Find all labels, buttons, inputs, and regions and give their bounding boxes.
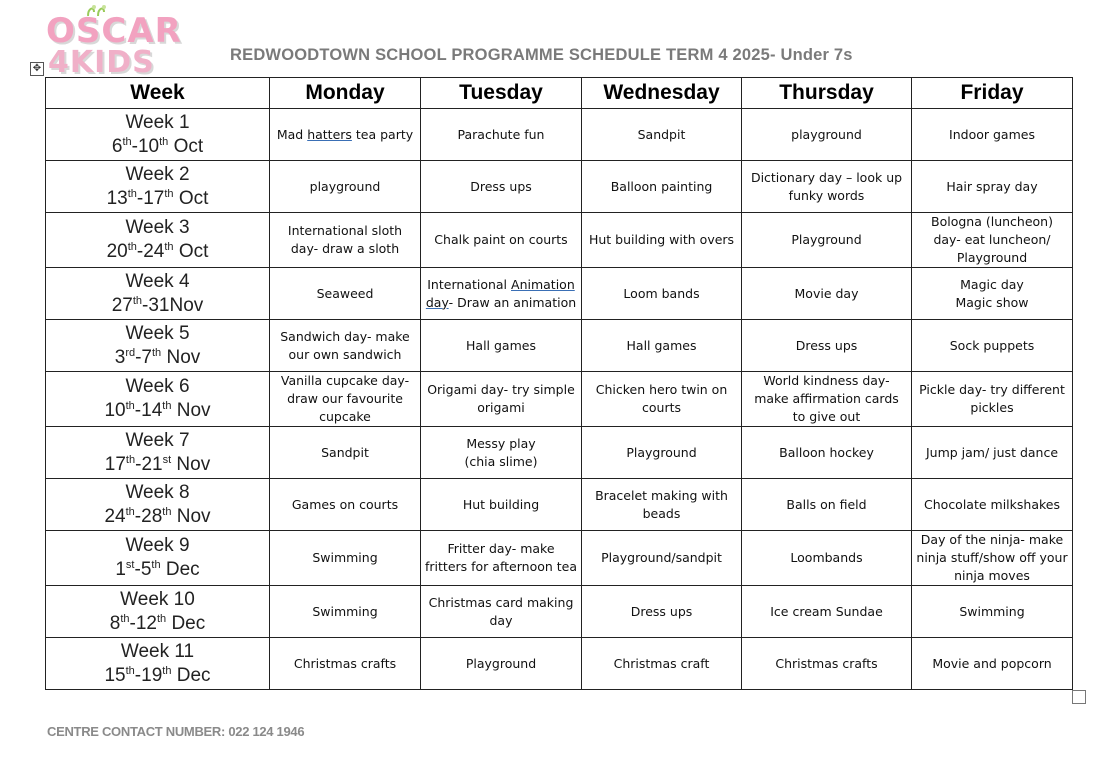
activity-cell-wednesday: Chicken hero twin on courts [582, 372, 742, 427]
table-header-row [46, 78, 1073, 109]
activity-cell-monday: Games on courts [270, 479, 421, 531]
date-to-suffix: th [151, 559, 161, 571]
logo-line-1: OSCAR [46, 11, 182, 51]
activity-cell-thursday: Loombands [742, 531, 912, 586]
date-to-suffix: th [156, 612, 167, 625]
activity-cell-thursday: World kindness day- make affirmation cards to give out [742, 372, 912, 427]
date-to-day: 31 [148, 294, 170, 316]
date-from-suffix: rd [125, 346, 136, 359]
activity-cell-friday: Movie and popcorn [912, 638, 1073, 690]
week-label: Week 10 [120, 588, 195, 610]
date-to-day: 7 [141, 346, 152, 368]
table-row [46, 479, 1073, 531]
date-to-day: 14 [141, 400, 163, 421]
week-date-range: 27th-31Nov [111, 294, 204, 316]
date-to-suffix: th [162, 400, 172, 412]
activity-cell-friday: Chocolate milkshakes [912, 479, 1073, 531]
week-cell [46, 161, 270, 213]
table-row [46, 320, 1073, 372]
activity-cell-monday: Swimming [270, 586, 421, 638]
header-wednesday: Wednesday [582, 78, 742, 109]
activity-cell-thursday: Balloon hockey [742, 427, 912, 479]
date-from-suffix: th [125, 453, 136, 466]
activity-cell-monday: Christmas crafts [270, 638, 421, 690]
activity-cell-tuesday: Dress ups [421, 161, 582, 213]
week-cell [46, 586, 270, 638]
activity-cell-tuesday: Playground [421, 638, 582, 690]
header-monday: Monday [270, 78, 421, 109]
table-row [46, 372, 1073, 427]
table-row [46, 531, 1073, 586]
activity-cell-tuesday: Hut building [421, 479, 582, 531]
date-month: Nov [169, 294, 204, 316]
table-row [46, 161, 1073, 213]
table-row [46, 586, 1073, 638]
week-date-range: 20th-24th Oct [106, 241, 209, 262]
activity-cell-thursday: Dictionary day – look up funky words [742, 161, 912, 213]
date-from-day: 15 [104, 664, 126, 686]
underlined-phrase: Animation day [425, 276, 575, 310]
activity-cell-monday: Vanilla cupcake day- draw our favourite cupcake [270, 372, 421, 427]
activity-cell-monday: Seaweed [270, 268, 421, 320]
activity-cell-thursday: Christmas crafts [742, 638, 912, 690]
date-month: Oct [178, 241, 209, 262]
activity-cell-thursday: Dress ups [742, 320, 912, 372]
activity-cell-tuesday: Parachute fun [421, 109, 582, 161]
activity-cell-wednesday: Playground/sandpit [582, 531, 742, 586]
date-to-suffix: th [164, 241, 174, 253]
date-to-day: 10 [137, 135, 160, 157]
date-from-suffix: th [120, 612, 130, 625]
logo-line-2: 4KIDS [48, 45, 155, 80]
date-from-suffix: th [125, 664, 135, 677]
date-from-suffix: th [122, 135, 132, 148]
week-label: Week 2 [125, 163, 190, 185]
activity-cell-wednesday: Sandpit [582, 109, 742, 161]
week-cell [46, 427, 270, 479]
date-from-suffix: th [125, 505, 135, 518]
week-date-range: 10th-14th Nov [104, 400, 211, 421]
activity-cell-monday: Mad hatters tea party [270, 109, 421, 161]
table-row [46, 109, 1073, 161]
contact-number: CENTRE CONTACT NUMBER: 022 124 1946 [47, 724, 305, 739]
date-from-day: 24 [104, 505, 126, 527]
page-title: REDWOODTOWN SCHOOL PROGRAMME SCHEDULE TERM 4 2025- Under 7s [230, 46, 853, 64]
week-label: Week 3 [125, 217, 190, 238]
date-to-day: 28 [141, 505, 163, 527]
activity-cell-wednesday: Balloon painting [582, 161, 742, 213]
activity-cell-wednesday: Hut building with overs [582, 213, 742, 268]
week-date-range: 17th-21st Nov [104, 453, 211, 475]
activity-cell-monday: International sloth day- draw a sloth [270, 213, 421, 268]
activity-cell-friday: Jump jam/ just dance [912, 427, 1073, 479]
oscar-4-kids-logo [44, 4, 186, 82]
date-to-suffix: th [162, 505, 172, 518]
week-cell [46, 320, 270, 372]
week-label: Week 11 [120, 640, 195, 662]
date-from-suffix: th [127, 241, 137, 253]
underlined-word: hatters [307, 126, 352, 142]
date-from-suffix: th [125, 400, 135, 412]
activity-cell-friday: Magic day Magic show [912, 268, 1073, 320]
table-resize-icon[interactable] [1072, 690, 1086, 704]
activity-cell-tuesday: Christmas card making day [421, 586, 582, 638]
week-date-range: 6th-10th Oct [111, 135, 204, 157]
date-month: Dec [171, 612, 206, 634]
activity-cell-friday: Swimming [912, 586, 1073, 638]
header-thursday: Thursday [742, 78, 912, 109]
activity-cell-monday: Swimming [270, 531, 421, 586]
activity-cell-friday: Pickle day- try different pickles [912, 372, 1073, 427]
date-to-suffix: th [152, 346, 162, 359]
activity-cell-tuesday: Messy play (chia slime) [421, 427, 582, 479]
date-from-day: 6 [111, 135, 123, 157]
week-date-range: 8th-12th Dec [109, 612, 206, 634]
date-month: Nov [176, 505, 211, 527]
activity-cell-tuesday: International Animation day- Draw an animation [421, 268, 582, 320]
activity-cell-tuesday: Fritter day- make fritters for afternoon tea [421, 531, 582, 586]
date-month: Nov [176, 400, 211, 421]
date-from-day: 17 [104, 453, 126, 475]
week-cell [46, 372, 270, 427]
activity-cell-friday: Sock puppets [912, 320, 1073, 372]
activity-cell-thursday: Playground [742, 213, 912, 268]
table-row [46, 268, 1073, 320]
date-from-day: 8 [109, 612, 121, 634]
date-to-suffix: th [164, 187, 174, 200]
activity-cell-friday: Indoor games [912, 109, 1073, 161]
date-month: Oct [173, 135, 204, 157]
table-move-icon[interactable]: ✥ [30, 62, 44, 76]
date-from-day: 3 [114, 346, 126, 368]
activity-cell-monday: Sandwich day- make our own sandwich [270, 320, 421, 372]
date-to-day: 5 [140, 559, 152, 580]
activity-cell-monday: playground [270, 161, 421, 213]
week-label: Week 9 [125, 535, 190, 556]
activity-cell-monday: Sandpit [270, 427, 421, 479]
week-cell [46, 638, 270, 690]
week-date-range: 3rd-7th Nov [114, 346, 201, 368]
activity-cell-tuesday: Chalk paint on courts [421, 213, 582, 268]
date-from-suffix: th [127, 187, 137, 200]
header-friday: Friday [912, 78, 1073, 109]
table-row [46, 213, 1073, 268]
activity-cell-wednesday: Playground [582, 427, 742, 479]
week-label: Week 6 [125, 376, 190, 397]
week-date-range: 24th-28th Nov [104, 505, 211, 527]
date-to-day: 12 [135, 612, 157, 634]
activity-cell-wednesday: Bracelet making with beads [582, 479, 742, 531]
date-from-suffix: st [125, 559, 135, 571]
week-label: Week 5 [125, 322, 190, 344]
activity-cell-thursday: playground [742, 109, 912, 161]
week-cell [46, 109, 270, 161]
activity-cell-friday: Day of the ninja- make ninja stuff/show off your ninja moves [912, 531, 1073, 586]
activity-cell-thursday: Ice cream Sundae [742, 586, 912, 638]
schedule-table [45, 77, 1073, 690]
table-row [46, 638, 1073, 690]
week-cell [46, 268, 270, 320]
week-date-range: 15th-19th Dec [104, 664, 211, 686]
date-from-suffix: th [132, 294, 143, 307]
week-cell [46, 213, 270, 268]
activity-cell-wednesday: Loom bands [582, 268, 742, 320]
week-label: Week 7 [125, 429, 190, 451]
week-label: Week 8 [125, 481, 190, 503]
date-from-day: 13 [106, 187, 128, 209]
date-month: Nov [166, 346, 201, 368]
date-from-day: 20 [106, 241, 128, 262]
date-to-day: 24 [143, 241, 165, 262]
date-to-day: 21 [141, 453, 163, 475]
activity-cell-tuesday: Origami day- try simple origami [421, 372, 582, 427]
date-to-suffix: st [162, 453, 172, 466]
date-month: Oct [178, 187, 209, 209]
activity-cell-friday: Hair spray day [912, 161, 1073, 213]
date-month: Dec [165, 559, 200, 580]
week-cell [46, 479, 270, 531]
activity-cell-friday: Bologna (luncheon) day- eat luncheon/ Playground [912, 213, 1073, 268]
week-date-range: 13th-17th Oct [106, 187, 209, 209]
week-cell [46, 531, 270, 586]
week-date-range: 1st-5th Dec [115, 559, 200, 580]
activity-cell-tuesday: Hall games [421, 320, 582, 372]
activity-cell-thursday: Movie day [742, 268, 912, 320]
table-row [46, 427, 1073, 479]
date-to-suffix: th [159, 135, 169, 148]
date-from-day: 27 [111, 294, 133, 316]
schedule-body [46, 109, 1073, 690]
week-label: Week 1 [125, 111, 190, 133]
date-from-day: 10 [104, 400, 126, 421]
date-to-day: 19 [141, 664, 163, 686]
activity-cell-wednesday: Christmas craft [582, 638, 742, 690]
date-from-day: 1 [115, 559, 126, 580]
week-label: Week 4 [125, 270, 190, 292]
header-tuesday: Tuesday [421, 78, 582, 109]
date-month: Nov [176, 453, 211, 475]
date-month: Dec [176, 664, 211, 686]
header-week: Week [46, 78, 270, 109]
date-to-suffix: th [162, 664, 172, 677]
activity-cell-wednesday: Dress ups [582, 586, 742, 638]
activity-cell-thursday: Balls on field [742, 479, 912, 531]
date-to-day: 17 [143, 187, 165, 209]
activity-cell-wednesday: Hall games [582, 320, 742, 372]
